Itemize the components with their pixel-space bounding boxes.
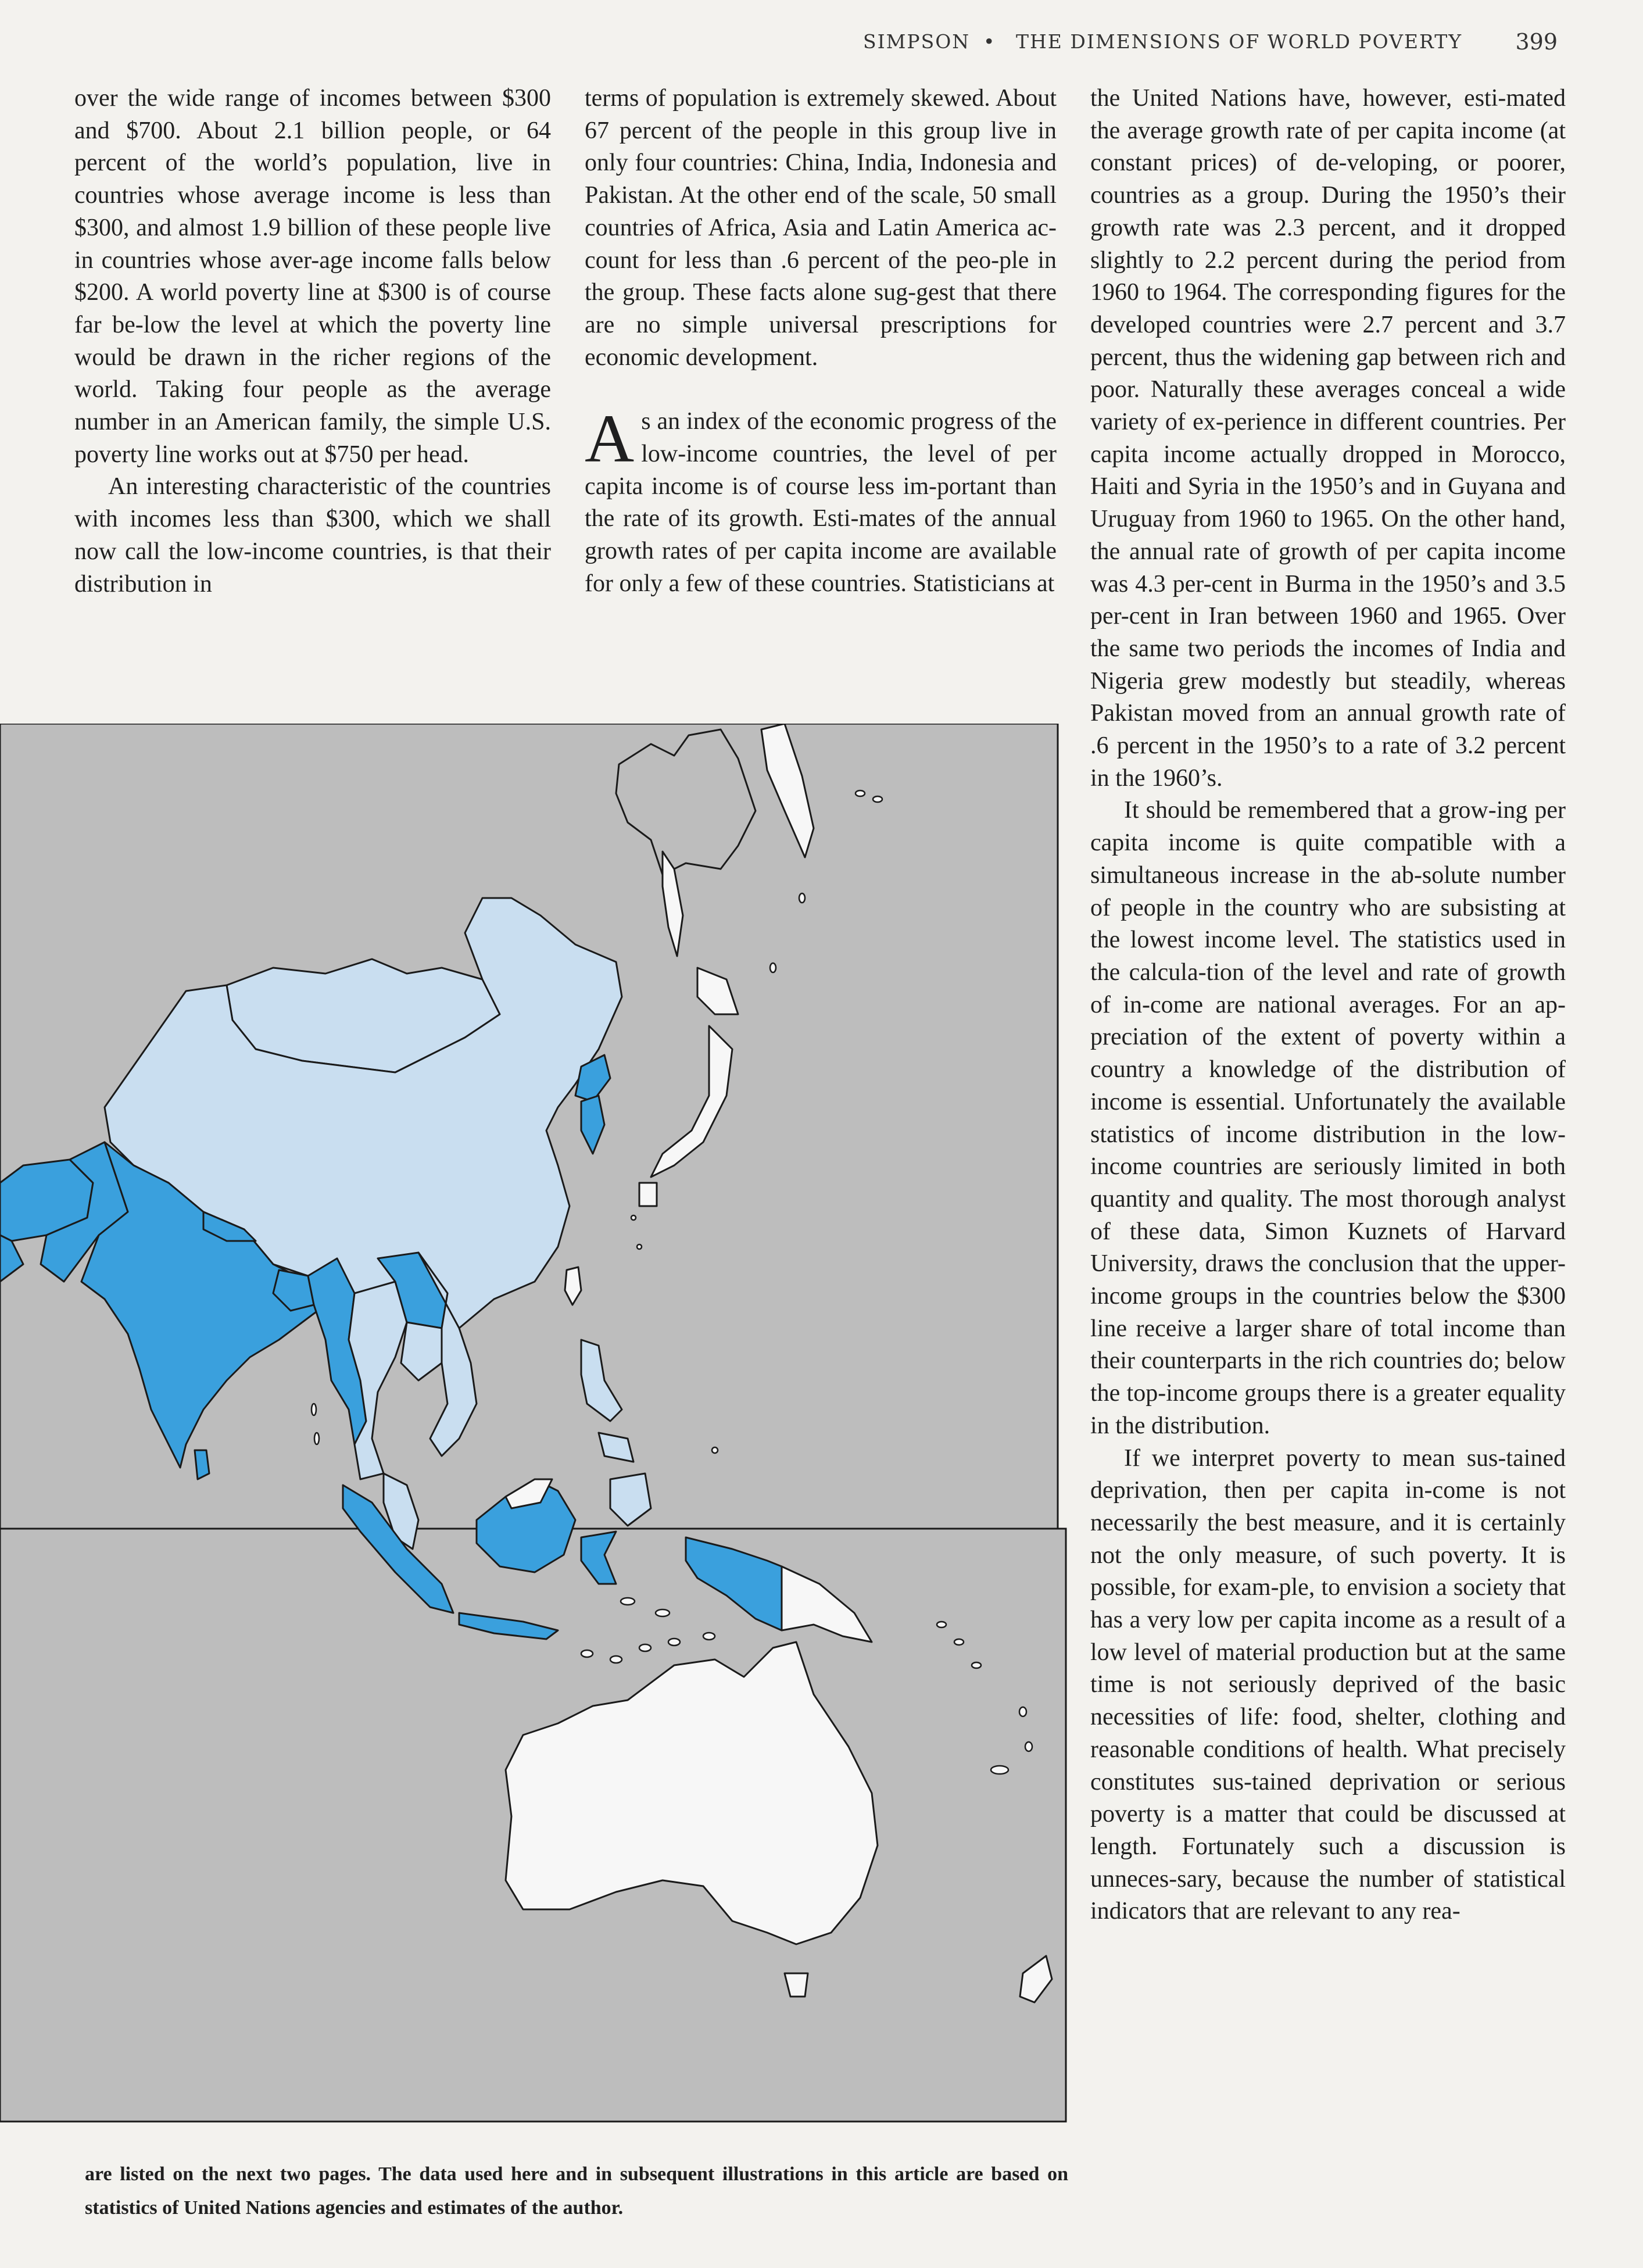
- island: [312, 1404, 316, 1415]
- paragraph: An interesting characteristic of the countries with incomes less than $300, which we shall now call the low-income countries, is that their distribution in: [74, 473, 551, 598]
- sri-lanka: [195, 1450, 209, 1479]
- island: [621, 1598, 635, 1605]
- island: [972, 1662, 981, 1668]
- drop-cap: A: [585, 400, 635, 477]
- paragraph: terms of population is extremely skewed. About 67 percent of the people in this group live in only four countries: China, India, Indonesia and Pakistan. At the other end of the scale, 50 small countries of Africa, Asia and Latin America ac-count for less than .6 percent of the peo-ple in the group. These facts alone sug-gest that there are no simple universal prescriptions for economic development.: [585, 85, 1057, 371]
- map-svg: [0, 724, 1069, 2142]
- text-column-3: [1090, 83, 1566, 1928]
- header-author: SIMPSON: [863, 30, 971, 53]
- text-column-1: [74, 83, 551, 600]
- island: [314, 1433, 319, 1444]
- paragraph: the United Nations have, however, esti-mated the average growth rate of per capita income (at constant prices) of de-veloping, or poorer, countries as a group. During the 1950’s their growth rate was 2.3 percent, and it dropped slightly to 2.2 percent during the period from 1960 to 1964. The corresponding figures for the developed countries were 2.7 percent and 3.7 percent, thus the widening gap between rich and poor. Naturally these averages conceal a wide variety of ex-perience in different countries. Per capita income actually dropped in Morocco, Haiti and Syria in the 1950’s and in Guyana and Uruguay from 1960 to 1965. On the other hand, the annual rate of growth of per capita income was 4.3 per-cent in Burma in the 1950’s and 3.5 per-cent in Iran between 1960 and 1965. Over the same two periods the incomes of India and Nigeria grew modestly but steadily, whereas Pakistan moved from an annual growth rate of .6 percent in the 1950’s to a rate of 3.2 percent in the 1960’s.: [1090, 85, 1566, 792]
- island: [991, 1766, 1008, 1774]
- island: [770, 963, 776, 972]
- island: [954, 1639, 964, 1645]
- island: [703, 1633, 715, 1640]
- page-number: 399: [1515, 29, 1558, 55]
- island: [799, 893, 805, 903]
- paragraph: It should be remembered that a grow-ing per capita income is quite compatible with a simultaneous increase in the ab-solute number of people in the country who are subsisting at the lowest income level. The statistics used in the calcula-tion of the level and rate of growth of in-come are national averages. For an ap-preciation of the extent of poverty within a country a knowledge of the distribution of income is essential. Unfortunately the available statistics of income distribution in the low-income countries are seriously limited in both quantity and quality. The most thorough analyst of these data, Simon Kuznets of Harvard University, draws the conclusion that the upper-income groups in the countries below the $300 line receive a larger share of total income than their counterparts in the rich countries do; below the top-income groups there is a greater equality in the distribution.: [1090, 797, 1566, 1439]
- island: [581, 1650, 593, 1657]
- island: [1025, 1742, 1032, 1751]
- island: [712, 1447, 718, 1453]
- paragraph-with-dropcap: [585, 400, 1057, 600]
- figure-caption: are listed on the next two pages. The data used here and in subsequent illustrations in this article are based on statistics of United Nations agencies and estimates of the author.: [85, 2163, 1068, 2219]
- island: [937, 1622, 946, 1627]
- island: [855, 790, 865, 796]
- island: [656, 1609, 670, 1616]
- running-header: [854, 30, 1563, 63]
- paragraph-text: s an index of the economic progress of the low-income countries, the level of per capita income is of course less im-portant than the rate of its growth. Esti-mates of the annual growth rates of per capita income are available for only a few of these countries. Statisticians at: [585, 408, 1057, 597]
- island: [668, 1639, 680, 1645]
- japan-kyushu: [639, 1183, 657, 1206]
- island: [639, 1644, 651, 1651]
- island: [610, 1656, 622, 1663]
- asia-pacific-income-map: [0, 724, 1069, 2142]
- header-bullet: •: [983, 30, 996, 53]
- island: [873, 796, 882, 802]
- header-title: THE DIMENSIONS OF WORLD POVERTY: [1016, 30, 1463, 53]
- paragraph: over the wide range of incomes between $300 and $700. About 2.1 billion people, or 64 percent of the world’s population, live in countries whose average income is less than $300, and almost 1.9 billion of these people live in countries whose aver-age income falls below $200. A world poverty line at $300 is of course far be-low the level at which the poverty line would be drawn in the richer regions of the world. Taking four people as the average number in an American family, the simple U.S. poverty line works out at $750 per head.: [74, 85, 551, 468]
- paragraph: If we interpret poverty to mean sus-tained deprivation, then per capita in-come is not necessarily the best measure, and it is certainly not the only measure, of such poverty. It is possible, for exam-ple, to envision a society that has a very low per capita income as a result of a low level of material production but at the same time is not seriously deprived of the basic necessities of life: food, shelter, clothing and reasonable conditions of health. What precisely constitutes sus-tained deprivation or serious poverty is a matter that could be discussed at length. Fortunately such a discussion is unneces-sary, because the number of statistical indicators that are relevant to any rea-: [1090, 1444, 1566, 1925]
- island: [637, 1244, 642, 1249]
- text-column-2: [585, 83, 1057, 600]
- island: [1019, 1707, 1026, 1716]
- island: [631, 1215, 636, 1220]
